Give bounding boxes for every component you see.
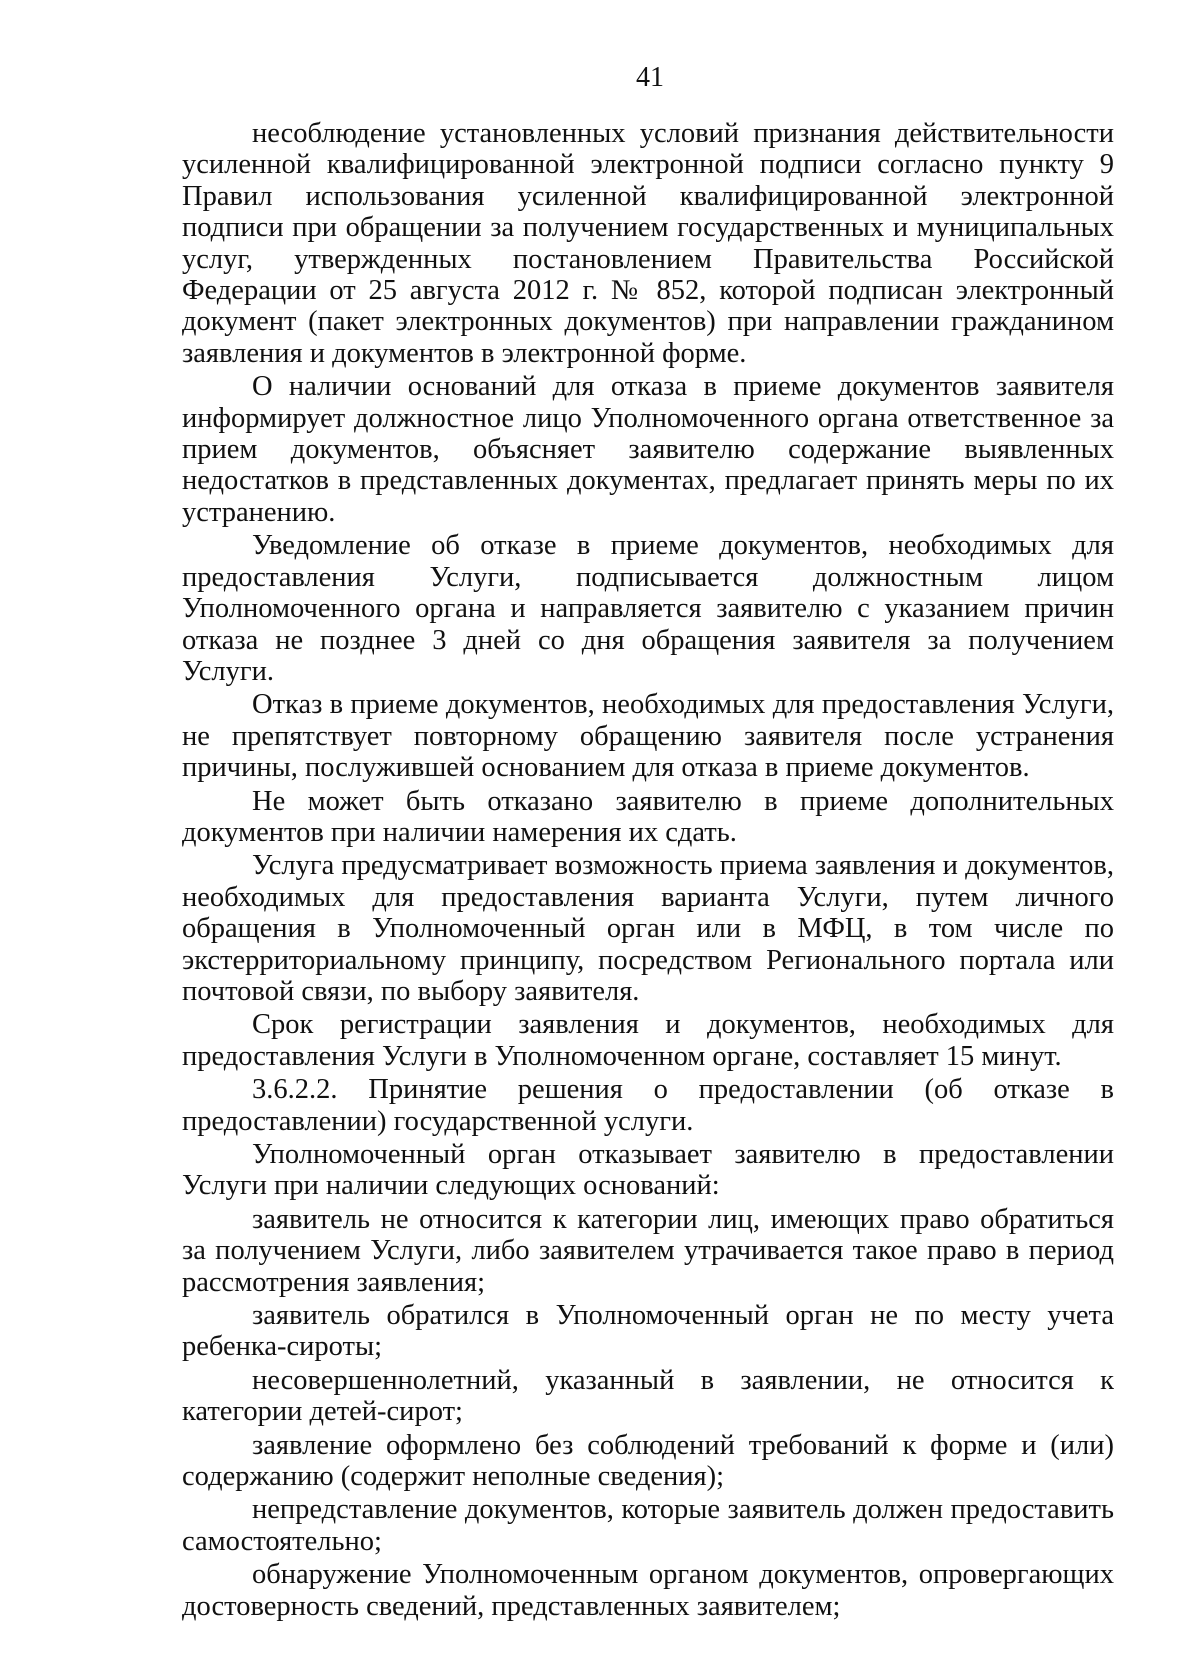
paragraph-refusal-bases-intro: Уполномоченный орган отказывает заявителю в предоставлении Услуги при наличии следующих оснований: xyxy=(182,1139,1114,1202)
list-item-contradicting-documents: обнаружение Уполномоченным органом документов, опровергающих достоверность сведений, представленных заявителем; xyxy=(182,1559,1114,1622)
list-item-not-eligible: заявитель не относится к категории лиц, имеющих право обратиться за получением Услуги, либо заявителем утрачивается такое право в период рассмотрения заявления; xyxy=(182,1203,1114,1298)
paragraph-registration-term: Срок регистрации заявления и документов, необходимых для предоставления Услуги в Уполномоченном органе, составляет 15 минут. xyxy=(182,1009,1114,1072)
paragraph-application-channels: Услуга предусматривает возможность приема заявления и документов, необходимых для предоставления варианта Услуги, путем личного обращения в Уполномоченный орган или в МФЦ, в том числе по экстерриториальному принципу, посредством Регионального портала или почтовой связи, по выбору заявителя. xyxy=(182,850,1114,1007)
list-item-missing-documents: непредставление документов, которые заявитель должен предоставить самостоятельно; xyxy=(182,1494,1114,1557)
paragraph-refusal-notification: Уведомление об отказе в приеме документов, необходимых для предоставления Услуги, подписывается должностным лицом Уполномоченного органа и направляется заявителю с указанием причин отказа не позднее 3 дней со дня обращения заявителя за получением Услуги. xyxy=(182,530,1114,687)
paragraph-repeat-application: Отказ в приеме документов, необходимых для предоставления Услуги, не препятствует повторному обращению заявителя после устранения причины, послужившей основанием для отказа в приеме документов. xyxy=(182,689,1114,784)
document-body xyxy=(182,118,1114,1622)
list-item-not-orphan-category: несовершеннолетний, указанный в заявлении, не относится к категории детей-сирот; xyxy=(182,1364,1114,1428)
paragraph-additional-documents: Не может быть отказано заявителю в приеме дополнительных документов при наличии намерения их сдать. xyxy=(182,785,1114,848)
list-item-form-requirements: заявление оформлено без соблюдений требований к форме и (или) содержанию (содержит неполные сведения); xyxy=(182,1429,1114,1493)
paragraph-signature-noncompliance: несоблюдение установленных условий признания действительности усиленной квалифицированной электронной подписи согласно пункту 9 Правил использования усиленной квалифицированной электронной подписи при обращении за получением государственных и муниципальных услуг, утвержденных постановлением Правительства Российской Федерации от 25 августа 2012 г. № 852, которой подписан электронный документ (пакет электронных документов) при направлении гражданином заявления и документов в электронной форме. xyxy=(182,118,1114,369)
paragraph-refusal-grounds-notice: О наличии оснований для отказа в приеме документов заявителя информирует должностное лицо Уполномоченного органа ответственное за прием документов, объясняет заявителю содержание выявленных недостатков в представленных документах, предлагает принять меры по их устранению. xyxy=(182,371,1114,528)
page-number: 41 xyxy=(636,62,664,93)
list-item-wrong-location: заявитель обратился в Уполномоченный орган не по месту учета ребенка-сироты; xyxy=(182,1300,1114,1363)
paragraph-section-3-6-2-2: 3.6.2.2. Принятие решения о предоставлении (об отказе в предоставлении) государственной услуги. xyxy=(182,1074,1114,1137)
